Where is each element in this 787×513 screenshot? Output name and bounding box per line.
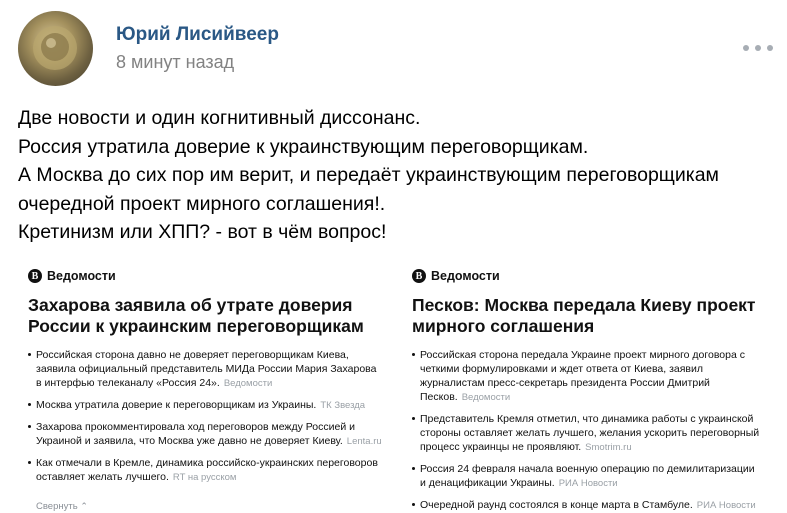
news-source xyxy=(412,266,760,286)
dot xyxy=(755,45,761,51)
post-text-line: Россия утратила доверие к украинствующим переговорщикам. xyxy=(18,135,589,158)
news-source xyxy=(28,266,383,286)
news-item-text: Россия 24 февраля начала военную операцию по демилитаризации и денацификации Украины. xyxy=(420,463,755,489)
post-time[interactable]: 8 минут назад xyxy=(116,52,235,72)
news-list xyxy=(28,348,383,485)
post-text xyxy=(18,104,778,247)
post-text-line: Две новости и один когнитивный диссонанс. xyxy=(18,107,421,129)
news-item-text: Российская сторона давно не доверяет переговорщикам Киева, заявила официальный представитель МИДа России Мария Захарова в интерфью телеканалу «Россия 24». xyxy=(36,349,377,389)
author-name[interactable]: Юрий Лисийвеер xyxy=(116,24,279,45)
news-item-source: Lenta.ru xyxy=(346,436,382,447)
news-item-text: Российская сторона передала Украине проект мирного договора с четкими формулировками и ждет ответа от Киева, заявил журналистам пресс-секретарь президента России Дмитрий Песков. xyxy=(420,349,745,403)
author-avatar[interactable] xyxy=(18,11,93,86)
news-headline: Песков: Москва передала Киеву проект мирного соглашения xyxy=(412,295,756,336)
dot xyxy=(743,45,749,51)
list-item xyxy=(412,348,760,405)
vedomosti-logo-icon: В xyxy=(28,269,42,283)
collapse-label: Свернуть xyxy=(36,501,78,512)
chevron-up-icon: ⌃ xyxy=(80,501,88,511)
dot xyxy=(767,45,773,51)
list-item xyxy=(412,462,760,491)
news-item-source: Ведомости xyxy=(461,392,511,403)
list-item xyxy=(28,348,383,391)
news-item-source: Smotrim.ru xyxy=(585,442,632,453)
post-text-line: Кретинизм или ХПП? - вот в чём вопрос! xyxy=(18,221,387,243)
news-source-name: Ведомости xyxy=(431,269,500,283)
news-item-source: РИА Новости xyxy=(696,500,756,511)
post-text-line: А Москва до сих пор им верит, и передаёт украинствующим переговорщикам xyxy=(18,164,719,186)
more-options-icon[interactable] xyxy=(743,38,773,58)
post-text-line: очередной проект мирного соглашения!. xyxy=(18,192,386,215)
news-attachment-left[interactable] xyxy=(18,258,393,511)
list-item xyxy=(28,456,383,485)
news-attachment-right[interactable] xyxy=(402,258,770,511)
collapse-button[interactable] xyxy=(28,501,383,512)
news-item-text: Москва утратила доверие к переговорщикам из Украины. xyxy=(36,399,317,411)
news-item-text: Как отмечали в Кремле, динамика российско-украинских переговоров оставляет желать лучшего. xyxy=(36,457,378,483)
news-item-text: Представитель Кремля отметил, что динамика работы с украинской стороны оставляет желать лучшего, желания ускорить переговорный процесс украинцы не проявляют. xyxy=(420,413,760,453)
news-item-text: Захарова прокомментировала ход переговоров между Россией и Украиной и заявила, что Москва уже давно не доверяет Киеву. xyxy=(36,421,355,447)
news-item-source: RT на русском xyxy=(172,472,237,483)
news-headline: Захарова заявила об утрате доверия России к украинским переговорщикам xyxy=(28,295,364,336)
list-item xyxy=(28,398,383,413)
news-list xyxy=(412,348,760,513)
news-source-name: Ведомости xyxy=(47,269,116,283)
news-item-source: ТК Звезда xyxy=(320,400,366,411)
avatar-image xyxy=(18,11,93,86)
list-item xyxy=(28,420,383,449)
list-item xyxy=(412,412,760,455)
news-item-source: Ведомости xyxy=(223,378,273,389)
news-item-text: Очередной раунд состоялся в конце марта в Стамбуле. xyxy=(420,499,693,511)
news-item-source: РИА Новости xyxy=(558,478,618,489)
vedomosti-logo-icon: В xyxy=(412,269,426,283)
